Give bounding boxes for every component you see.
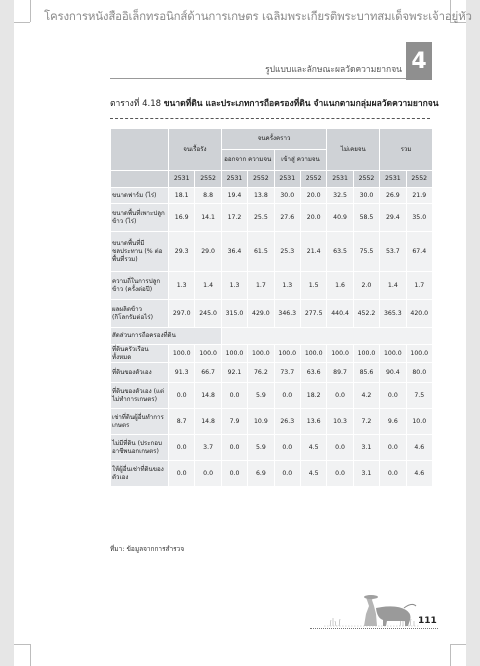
table-cell: 4.2 [353,383,379,409]
table-row [111,363,433,383]
table-cell: 10.9 [248,409,274,435]
table-cell: 3.1 [353,435,379,461]
header-never-poor: ไม่เคยจน [327,129,380,171]
chapter-rule [110,78,406,79]
row-label: ความถี่ในการปลูกข้าว (ครั้งต่อปี) [111,272,169,300]
table-cell: 18.1 [169,188,195,204]
table-cell: 63.5 [327,232,353,272]
table-cell: 1.5 [300,272,326,300]
table-row [111,435,433,461]
row-label: ให้ผู้อื่นเช่าที่ดินของตัวเอง [111,461,169,487]
table-cell: 100.0 [380,345,406,363]
table-cell: 0.0 [380,461,406,487]
table-cell: 14.8 [195,383,221,409]
document-page [14,0,472,666]
table-cell: 0.0 [380,435,406,461]
section-row [111,328,433,345]
table-cell: 66.7 [195,363,221,383]
table-cell: 4.6 [406,435,432,461]
row-label: เช่าที่ดินผู้อื่นทำการเกษตร [111,409,169,435]
table-row [111,188,433,204]
table-cell: 29.0 [195,232,221,272]
header-chronic: จนเรื้อรัง [169,129,222,171]
header-moved-out: ออกจาก ความจน [221,150,274,171]
table-cell: 25.5 [248,204,274,232]
table-row [111,232,433,272]
table-cell: 100.0 [248,345,274,363]
header-year: 2531 [221,171,247,188]
header-total: รวม [380,129,433,171]
table-cell: 29.3 [169,232,195,272]
table-cell: 420.0 [406,300,432,328]
header-year-blank [111,171,169,188]
header-blank [111,129,169,171]
table-cell: 0.0 [274,383,300,409]
table-cell: 80.0 [406,363,432,383]
table-cell: 92.1 [221,363,247,383]
table-cell: 61.5 [248,232,274,272]
crop-mark-bottom-left [30,644,31,666]
running-header: โครงการหนังสืออิเล็กทรอนิกส์ด้านการเกษตร เฉลิมพระเกียรติพระบาทสมเด็จพระเจ้าอยู่หัว [44,9,472,23]
header-year: 2531 [327,171,353,188]
table-cell: 26.9 [380,188,406,204]
table-cell: 19.4 [221,188,247,204]
footer-dotted-rule [310,628,438,629]
row-label: ผลผลิตข้าว (กิโลกรัมต่อไร่) [111,300,169,328]
table-cell: 452.2 [353,300,379,328]
table-cell: 1.4 [195,272,221,300]
table-cell: 10.3 [327,409,353,435]
table-cell: 7.2 [353,409,379,435]
header-year: 2552 [406,171,432,188]
table-cell: 76.2 [248,363,274,383]
table-cell: 100.0 [169,345,195,363]
table-cell: 89.7 [327,363,353,383]
table-cell: 29.4 [380,204,406,232]
table-row [111,204,433,232]
row-label: ที่ดินของตัวเอง [111,363,169,383]
table-row [111,409,433,435]
table-cell: 6.9 [248,461,274,487]
table-cell: 0.0 [221,383,247,409]
table-cell: 0.0 [274,461,300,487]
table-cell: 1.4 [380,272,406,300]
row-label: ขนาดพื้นที่เพาะปลูกข้าว (ไร่) [111,204,169,232]
table-cell: 100.0 [406,345,432,363]
table-cell: 1.3 [221,272,247,300]
table-cell: 3.1 [353,461,379,487]
header-year: 2531 [380,171,406,188]
table-cell: 21.4 [300,232,326,272]
table-cell: 20.0 [300,188,326,204]
table-cell: 21.9 [406,188,432,204]
table-cell: 13.6 [300,409,326,435]
header-year: 2552 [248,171,274,188]
table-row [111,272,433,300]
table-cell: 8.8 [195,188,221,204]
header-year: 2531 [169,171,195,188]
table-cell: 0.0 [169,383,195,409]
table-cell: 1.7 [406,272,432,300]
table-cell: 297.0 [169,300,195,328]
table-cell: 100.0 [195,345,221,363]
table-cell: 30.0 [353,188,379,204]
crop-mark-top-left [30,0,31,22]
table-cell: 7.5 [406,383,432,409]
table-cell: 16.9 [169,204,195,232]
table-cell: 0.0 [274,435,300,461]
table-cell: 0.0 [221,461,247,487]
table-cell: 10.0 [406,409,432,435]
header-moved-in: เข้าสู่ ความจน [274,150,327,171]
table-cell: 3.7 [195,435,221,461]
table-cell: 18.2 [300,383,326,409]
table-cell: 63.6 [300,363,326,383]
table-cell: 0.0 [327,435,353,461]
table-cell: 53.7 [380,232,406,272]
table-cell: 0.0 [327,461,353,487]
table-cell: 85.6 [353,363,379,383]
table-row [111,345,433,363]
table-cell: 20.0 [300,204,326,232]
table-cell: 277.5 [300,300,326,328]
crop-mark-bottom-left-h [14,644,30,645]
data-table [110,128,433,487]
table-cell: 14.8 [195,409,221,435]
table-cell: 0.0 [327,383,353,409]
header-year: 2552 [353,171,379,188]
table-cell: 245.0 [195,300,221,328]
table-cell: 4.5 [300,435,326,461]
table-cell: 4.6 [406,461,432,487]
table-cell: 90.4 [380,363,406,383]
table-row [111,300,433,328]
table-cell: 32.5 [327,188,353,204]
table-caption [110,96,440,110]
table-cell: 1.3 [169,272,195,300]
caption-dashed-rule [110,118,430,119]
table-cell: 365.3 [380,300,406,328]
row-label: ขนาดฟาร์ม (ไร่) [111,188,169,204]
table-cell: 36.4 [221,232,247,272]
header-year: 2552 [300,171,326,188]
table-cell: 1.3 [274,272,300,300]
table-cell: 26.3 [274,409,300,435]
table-cell: 67.4 [406,232,432,272]
row-label: ที่ดินของตัวเอง (แต่ไม่ทำการเกษตร) [111,383,169,409]
row-label: ไม่มีที่ดิน (ประกอบอาชีพนอกเกษตร) [111,435,169,461]
table-cell: 30.0 [274,188,300,204]
table-caption-title: ขนาดที่ดิน และประเภทการถือครองที่ดิน จำแนกตามกลุ่มผลวัดความยากจน [163,99,439,109]
table-cell: 100.0 [300,345,326,363]
farmer-buffalo-illustration [324,582,420,628]
section-label: สัดส่วนการถือครองที่ดิน [111,328,222,345]
table-cell: 100.0 [327,345,353,363]
table-row [111,461,433,487]
table-cell: 73.7 [274,363,300,383]
row-label: ที่ดินครัวเรือนทั้งหมด [111,345,169,363]
table-cell: 7.9 [221,409,247,435]
header-year: 2531 [274,171,300,188]
table-cell: 315.0 [221,300,247,328]
table-cell: 17.2 [221,204,247,232]
page-number: 111 [418,616,437,626]
table-cell: 0.0 [169,461,195,487]
header-year: 2552 [195,171,221,188]
table-caption-number: ตารางที่ 4.18 [110,99,162,109]
table-cell: 1.7 [248,272,274,300]
table-cell: 91.3 [169,363,195,383]
table-cell: 100.0 [274,345,300,363]
table-cell: 9.6 [380,409,406,435]
table-cell: 100.0 [353,345,379,363]
table-cell: 0.0 [169,435,195,461]
section-fill [221,328,432,345]
header-transient: จนครั้งคราว [221,129,327,150]
table-cell: 0.0 [380,383,406,409]
table-cell: 429.0 [248,300,274,328]
table-cell: 440.4 [327,300,353,328]
table-cell: 40.9 [327,204,353,232]
chapter-number-tab: 4 [406,42,432,80]
table-cell: 8.7 [169,409,195,435]
table-row [111,383,433,409]
chapter-title: รูปแบบและลักษณะผลวัดความยากจน [265,65,402,75]
crop-mark-bottom-right-h [450,644,466,645]
table-cell: 0.0 [221,435,247,461]
table-cell: 25.3 [274,232,300,272]
crop-mark-bottom-right [450,644,451,666]
table-cell: 1.6 [327,272,353,300]
table-cell: 2.0 [353,272,379,300]
table-source: ที่มา: ข้อมูลจากการสำรวจ [110,545,185,553]
table-cell: 4.5 [300,461,326,487]
table-cell: 0.0 [195,461,221,487]
table-cell: 58.5 [353,204,379,232]
table-cell: 14.1 [195,204,221,232]
table-cell: 5.9 [248,435,274,461]
table-cell: 5.9 [248,383,274,409]
table-cell: 346.3 [274,300,300,328]
table-cell: 100.0 [221,345,247,363]
row-label: ขนาดพื้นที่มีชลประทาน (% ต่อพื้นที่รวม) [111,232,169,272]
table-cell: 35.0 [406,204,432,232]
crop-mark-top-left-h [14,22,30,23]
table-cell: 27.6 [274,204,300,232]
table-cell: 13.8 [248,188,274,204]
table-cell: 75.5 [353,232,379,272]
